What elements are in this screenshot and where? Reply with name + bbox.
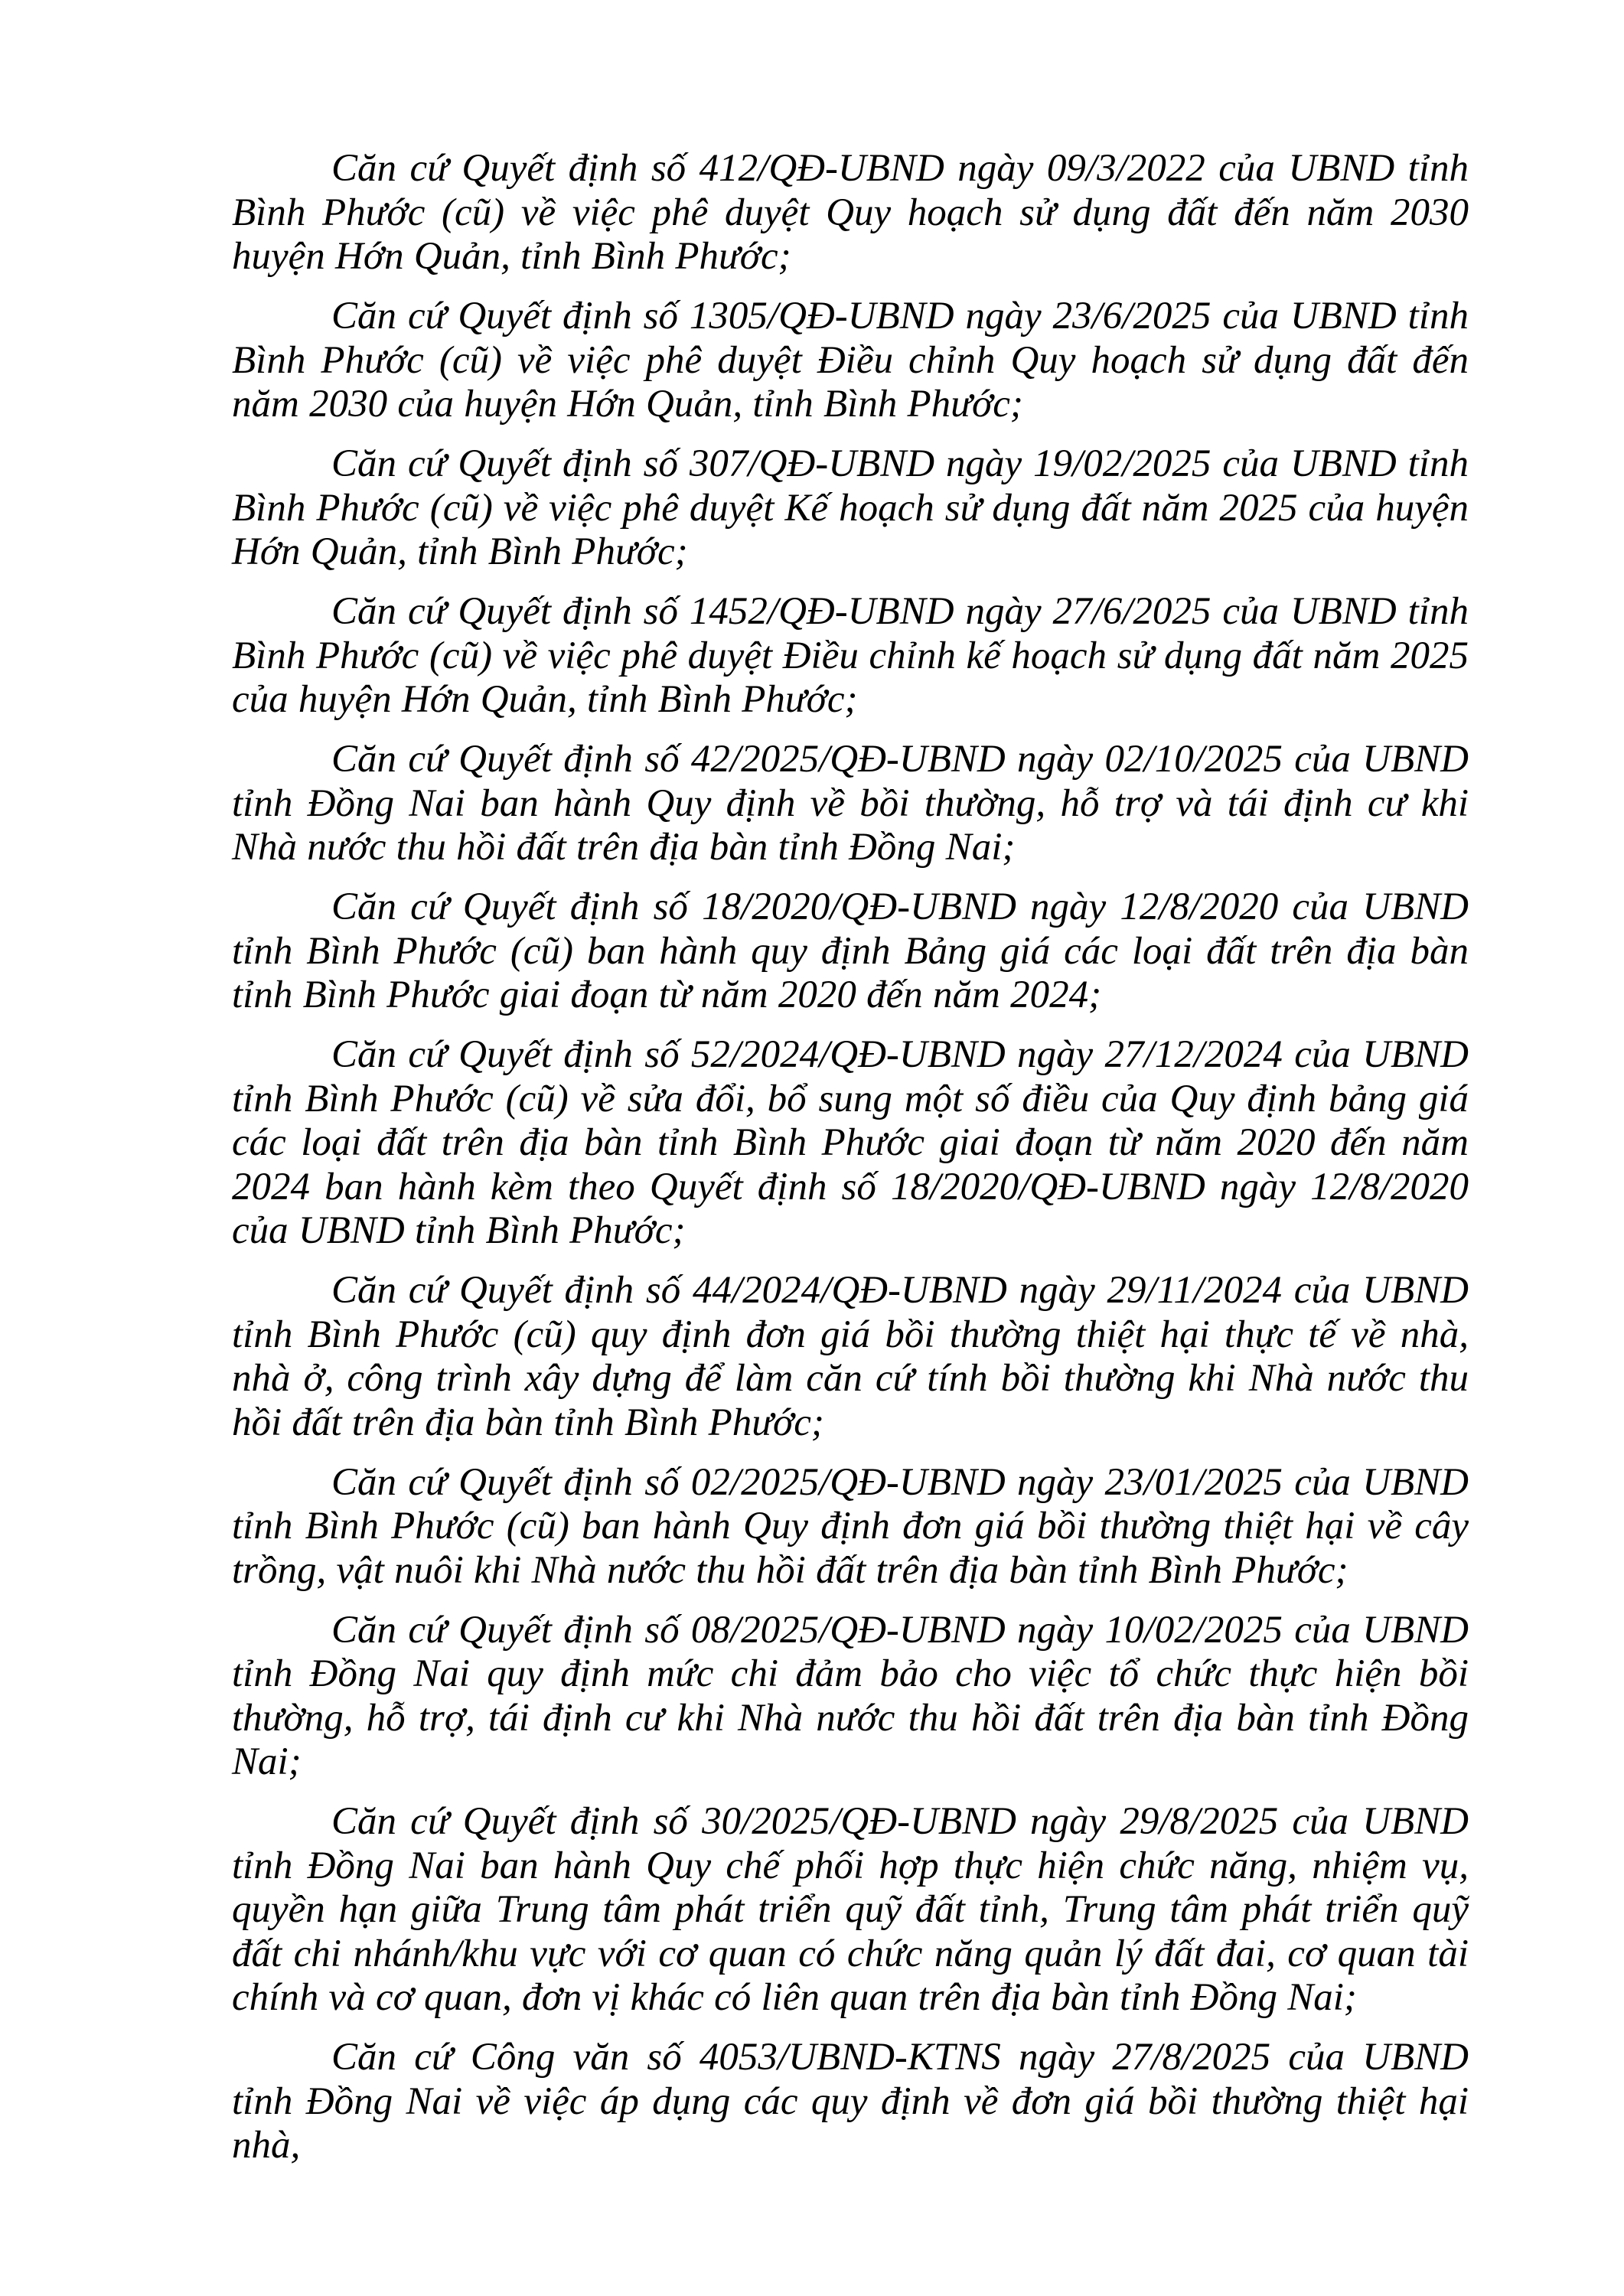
legal-basis-paragraph-3: Căn cứ Quyết định số 307/QĐ-UBND ngày 19/02/2025 của UBND tỉnh Bình Phước (cũ) về việc phê duyệt Kế hoạch sử dụng đất năm 2025 của huyện Hớn Quản, tỉnh Bình Phước; bbox=[232, 442, 1469, 573]
legal-basis-paragraph-7: Căn cứ Quyết định số 52/2024/QĐ-UBND ngày 27/12/2024 của UBND tỉnh Bình Phước (cũ) về sửa đổi, bổ sung một số điều của Quy định bảng giá các loại đất trên địa bàn tỉnh Bình Phước giai đoạn từ năm 2020 đến năm 2024 ban hành kèm theo Quyết định số 18/2020/QĐ-UBND ngày 12/8/2020 của UBND tỉnh Bình Phước; bbox=[232, 1033, 1469, 1252]
legal-basis-paragraph-10: Căn cứ Quyết định số 08/2025/QĐ-UBND ngày 10/02/2025 của UBND tỉnh Đồng Nai quy định mức chi đảm bảo cho việc tổ chức thực hiện bồi thường, hỗ trợ, tái định cư khi Nhà nước thu hồi đất trên địa bàn tỉnh Đồng Nai; bbox=[232, 1608, 1469, 1783]
legal-basis-paragraph-5: Căn cứ Quyết định số 42/2025/QĐ-UBND ngày 02/10/2025 của UBND tỉnh Đồng Nai ban hành Quy định về bồi thường, hỗ trợ và tái định cư khi Nhà nước thu hồi đất trên địa bàn tỉnh Đồng Nai; bbox=[232, 738, 1469, 869]
legal-basis-paragraph-6: Căn cứ Quyết định số 18/2020/QĐ-UBND ngày 12/8/2020 của UBND tỉnh Bình Phước (cũ) ban hành quy định Bảng giá các loại đất trên địa bàn tỉnh Bình Phước giai đoạn từ năm 2020 đến năm 2024; bbox=[232, 885, 1469, 1016]
document-page bbox=[232, 147, 1469, 2183]
legal-basis-paragraph-9: Căn cứ Quyết định số 02/2025/QĐ-UBND ngày 23/01/2025 của UBND tỉnh Bình Phước (cũ) ban hành Quy định đơn giá bồi thường thiệt hại về cây trồng, vật nuôi khi Nhà nước thu hồi đất trên địa bàn tỉnh Bình Phước; bbox=[232, 1460, 1469, 1592]
legal-basis-paragraph-12: Căn cứ Công văn số 4053/UBND-KTNS ngày 27/8/2025 của UBND tỉnh Đồng Nai về việc áp dụng các quy định về đơn giá bồi thường thiệt hại nhà, bbox=[232, 2036, 1469, 2167]
legal-basis-paragraph-4: Căn cứ Quyết định số 1452/QĐ-UBND ngày 27/6/2025 của UBND tỉnh Bình Phước (cũ) về việc phê duyệt Điều chỉnh kế hoạch sử dụng đất năm 2025 của huyện Hớn Quản, tỉnh Bình Phước; bbox=[232, 590, 1469, 721]
legal-basis-paragraph-2: Căn cứ Quyết định số 1305/QĐ-UBND ngày 23/6/2025 của UBND tỉnh Bình Phước (cũ) về việc phê duyệt Điều chỉnh Quy hoạch sử dụng đất đến năm 2030 của huyện Hớn Quản, tỉnh Bình Phước; bbox=[232, 295, 1469, 426]
legal-basis-paragraph-1: Căn cứ Quyết định số 412/QĐ-UBND ngày 09/3/2022 của UBND tỉnh Bình Phước (cũ) về việc phê duyệt Quy hoạch sử dụng đất đến năm 2030 huyện Hớn Quản, tỉnh Bình Phước; bbox=[232, 147, 1469, 278]
legal-basis-paragraph-11: Căn cứ Quyết định số 30/2025/QĐ-UBND ngày 29/8/2025 của UBND tỉnh Đồng Nai ban hành Quy chế phối hợp thực hiện chức năng, nhiệm vụ, quyền hạn giữa Trung tâm phát triển quỹ đất tỉnh, Trung tâm phát triển quỹ đất chi nhánh/khu vực với cơ quan có chức năng quản lý đất đai, cơ quan tài chính và cơ quan, đơn vị khác có liên quan trên địa bàn tỉnh Đồng Nai; bbox=[232, 1800, 1469, 2019]
legal-basis-paragraph-8: Căn cứ Quyết định số 44/2024/QĐ-UBND ngày 29/11/2024 của UBND tỉnh Bình Phước (cũ) quy định đơn giá bồi thường thiệt hại thực tế về nhà, nhà ở, công trình xây dựng để làm căn cứ tính bồi thường khi Nhà nước thu hồi đất trên địa bàn tỉnh Bình Phước; bbox=[232, 1269, 1469, 1444]
